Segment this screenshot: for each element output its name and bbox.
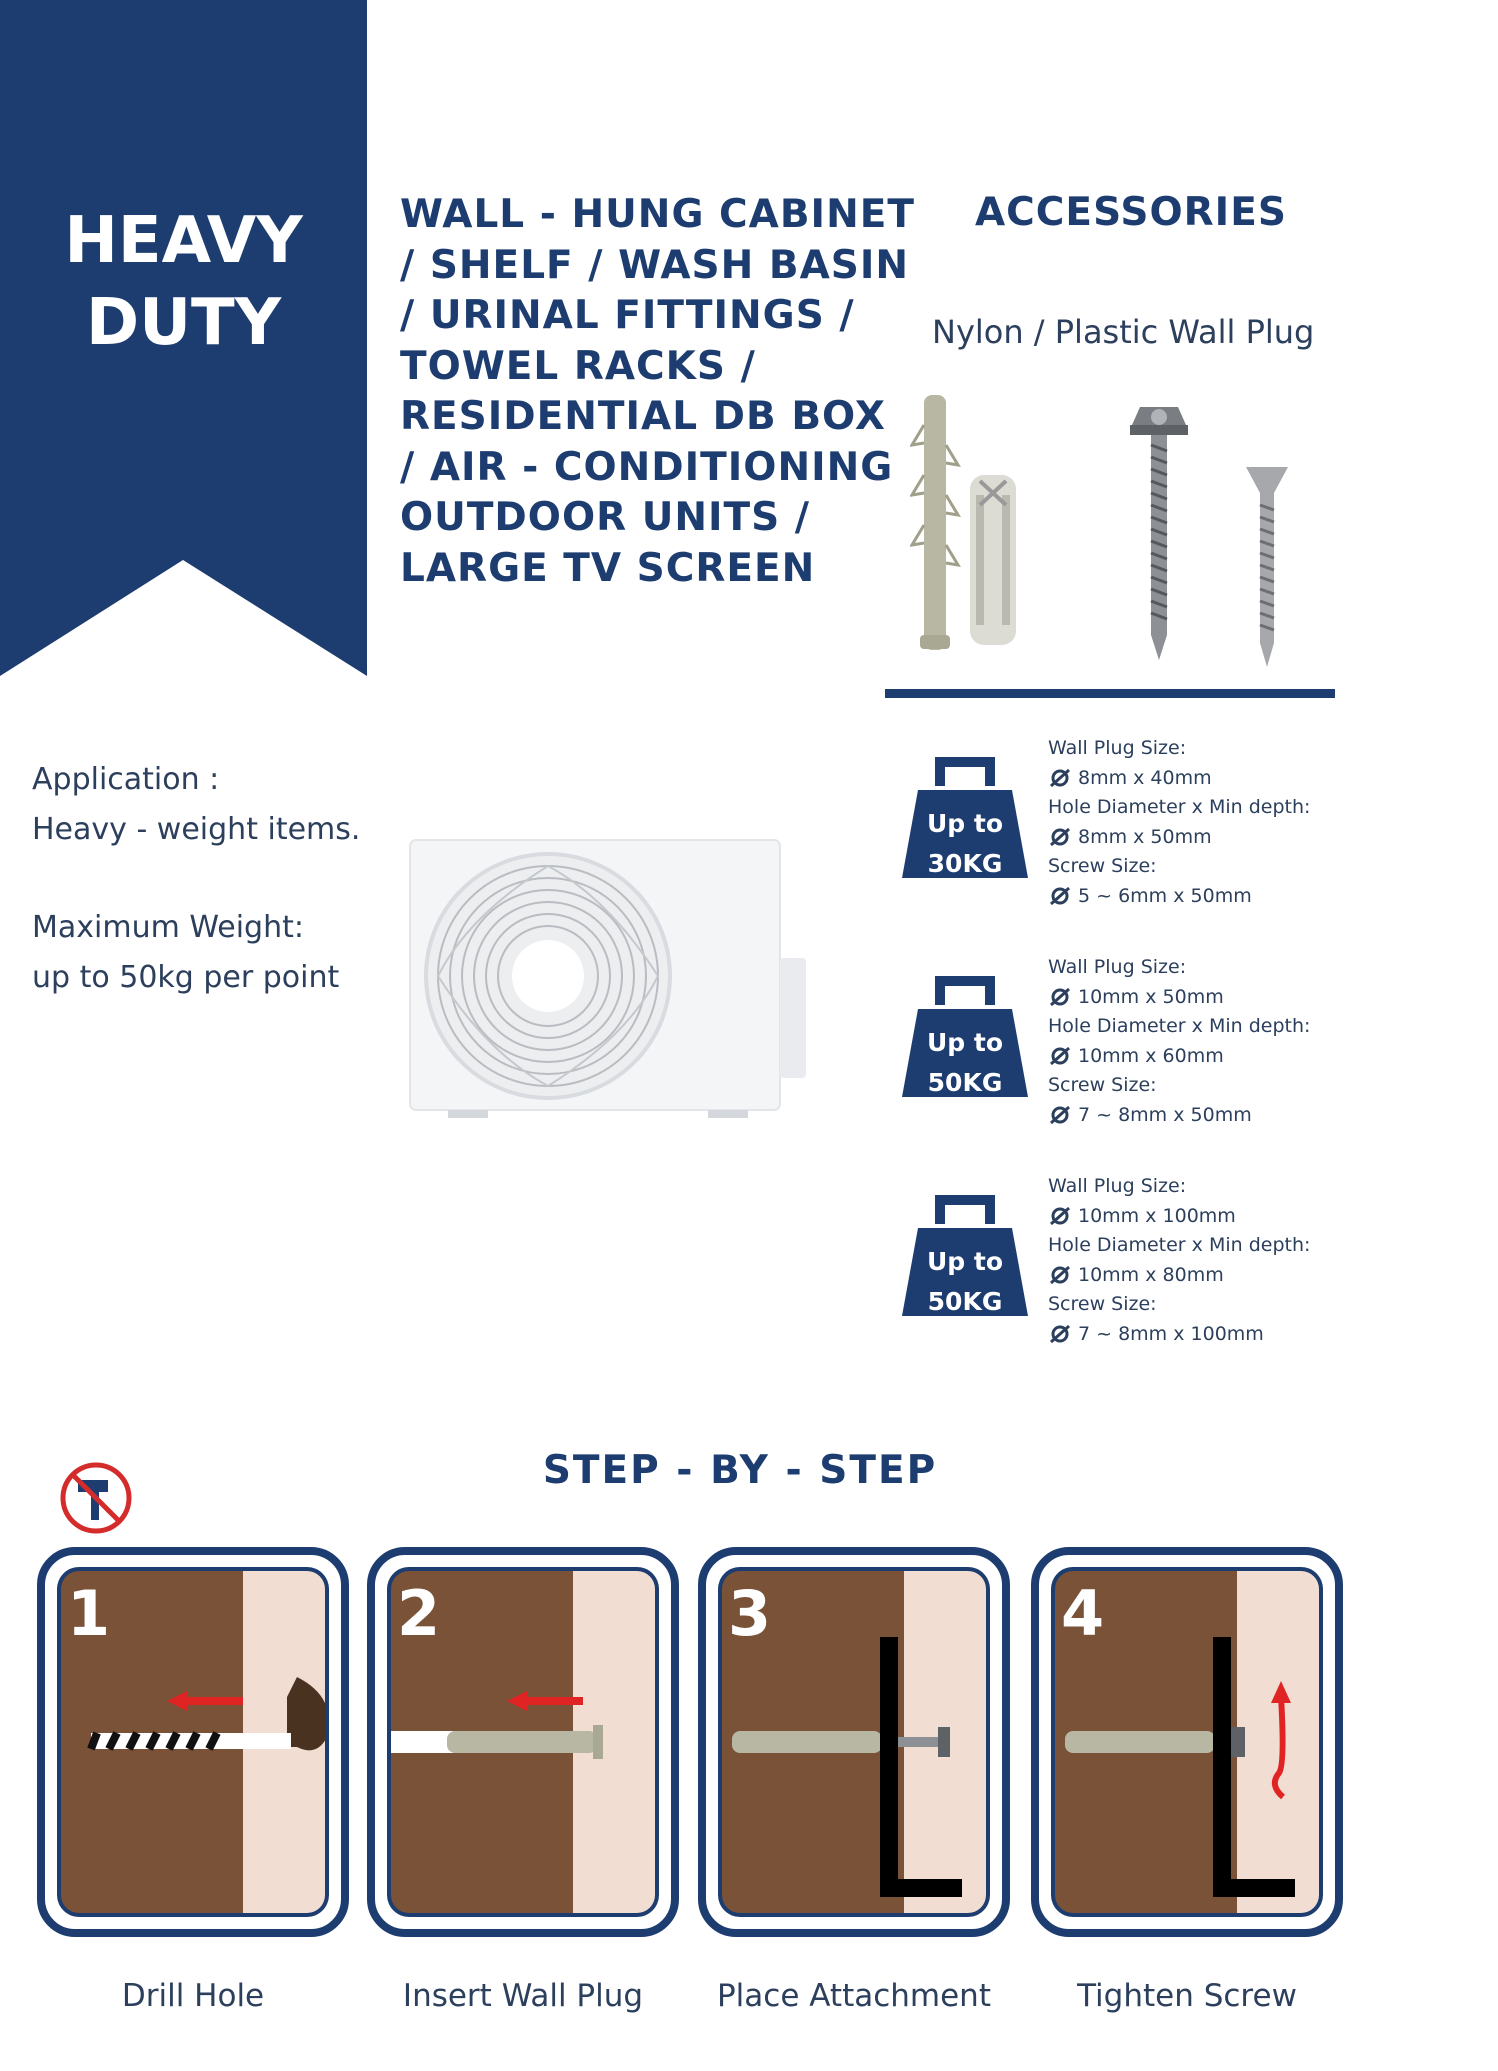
hole-value: 10mm x 80mm bbox=[1078, 1263, 1224, 1286]
application-value: Heavy - weight items. bbox=[32, 812, 361, 847]
uses-line: OUTDOOR UNITS / bbox=[400, 495, 811, 540]
max-weight-value: up to 50kg per point bbox=[32, 960, 340, 995]
wall-plug-icon bbox=[912, 395, 958, 650]
step-3-label: Place Attachment bbox=[716, 1978, 991, 2014]
banner-line2: DUTY bbox=[85, 286, 282, 360]
wall-plug-icon bbox=[970, 475, 1016, 645]
heavy-duty-banner bbox=[0, 0, 367, 676]
diameter-icon bbox=[1048, 1046, 1072, 1066]
max-weight-label: Maximum Weight: bbox=[32, 910, 304, 945]
accessories-divider bbox=[885, 689, 1335, 698]
screw-value: 7 ~ 8mm x 100mm bbox=[1078, 1322, 1264, 1345]
weight-line1: Up to bbox=[926, 1028, 1004, 1057]
accessories-subtitle: Nylon / Plastic Wall Plug bbox=[932, 313, 1315, 351]
hole-value: 8mm x 50mm bbox=[1078, 825, 1212, 848]
diameter-icon bbox=[1048, 1265, 1072, 1285]
weight-line2: 50KG bbox=[927, 1287, 1003, 1316]
accessories-title: ACCESSORIES bbox=[975, 190, 1287, 235]
diameter-icon bbox=[1048, 987, 1072, 1007]
plug-value: 10mm x 100mm bbox=[1078, 1204, 1236, 1227]
uses-line: TOWEL RACKS / bbox=[400, 343, 756, 389]
step-number: 2 bbox=[397, 1577, 441, 1650]
uses-list bbox=[400, 190, 940, 594]
banner-line1: HEAVY bbox=[64, 204, 303, 278]
uses-line: / URINAL FITTINGS / bbox=[400, 293, 855, 338]
weight-line1: Up to bbox=[926, 1247, 1004, 1276]
plug-value: 10mm x 50mm bbox=[1078, 985, 1224, 1008]
steps-title: STEP - BY - STEP bbox=[542, 1448, 938, 1493]
weight-line1: Up to bbox=[926, 809, 1004, 838]
screw-value: 7 ~ 8mm x 50mm bbox=[1078, 1103, 1252, 1126]
spec-block-30kg bbox=[900, 734, 1350, 909]
spec-block-50kg bbox=[900, 953, 1350, 1128]
banner-title bbox=[0, 200, 367, 364]
diameter-icon bbox=[1048, 1206, 1072, 1226]
plug-label: Wall Plug Size: bbox=[1048, 956, 1187, 978]
uses-line: / AIR - CONDITIONING bbox=[400, 444, 894, 490]
plug-label: Wall Plug Size: bbox=[1048, 737, 1187, 759]
weight-line2: 30KG bbox=[927, 849, 1003, 878]
diameter-icon bbox=[1048, 1324, 1072, 1344]
step-1-label: Drill Hole bbox=[121, 1978, 265, 2014]
step-1-panel bbox=[37, 1547, 349, 1937]
hole-label: Hole Diameter x Min depth: bbox=[1048, 1234, 1311, 1256]
step-4-panel bbox=[1031, 1547, 1343, 1937]
weight-line2: 50KG bbox=[927, 1068, 1003, 1097]
diameter-icon bbox=[1048, 827, 1072, 847]
accessories-image bbox=[910, 385, 1350, 675]
uses-line: RESIDENTIAL DB BOX bbox=[400, 394, 886, 439]
step-2-panel bbox=[367, 1547, 679, 1937]
plug-value: 8mm x 40mm bbox=[1078, 766, 1212, 789]
step-4-label: Tighten Screw bbox=[1077, 1978, 1297, 2014]
uses-line: / SHELF / WASH BASIN bbox=[400, 242, 909, 288]
diameter-icon bbox=[1048, 886, 1072, 906]
uses-line: LARGE TV SCREEN bbox=[400, 545, 816, 591]
application-info bbox=[32, 755, 360, 1003]
screw-value: 5 ~ 6mm x 50mm bbox=[1078, 884, 1252, 907]
hole-label: Hole Diameter x Min depth: bbox=[1048, 1015, 1311, 1037]
screw-icon bbox=[1246, 467, 1288, 667]
aircon-outdoor-unit-image bbox=[408, 838, 808, 1120]
step-number: 1 bbox=[67, 1577, 111, 1650]
screw-icon bbox=[1130, 407, 1188, 660]
step-number: 4 bbox=[1061, 1577, 1105, 1650]
plug-label: Wall Plug Size: bbox=[1048, 1175, 1187, 1197]
no-hammer-icon bbox=[58, 1460, 134, 1536]
step-number: 3 bbox=[728, 1577, 772, 1650]
uses-line: WALL - HUNG CABINET bbox=[400, 192, 915, 237]
step-3-panel bbox=[698, 1547, 1010, 1937]
application-label: Application : bbox=[32, 762, 220, 797]
hole-value: 10mm x 60mm bbox=[1078, 1044, 1224, 1067]
diameter-icon bbox=[1048, 768, 1072, 788]
screw-label: Screw Size: bbox=[1048, 1074, 1157, 1096]
diameter-icon bbox=[1048, 1105, 1072, 1125]
hole-label: Hole Diameter x Min depth: bbox=[1048, 796, 1311, 818]
screw-label: Screw Size: bbox=[1048, 855, 1157, 877]
step-2-label: Insert Wall Plug bbox=[402, 1978, 644, 2014]
spec-block-50kg-long bbox=[900, 1172, 1350, 1347]
screw-label: Screw Size: bbox=[1048, 1293, 1157, 1315]
